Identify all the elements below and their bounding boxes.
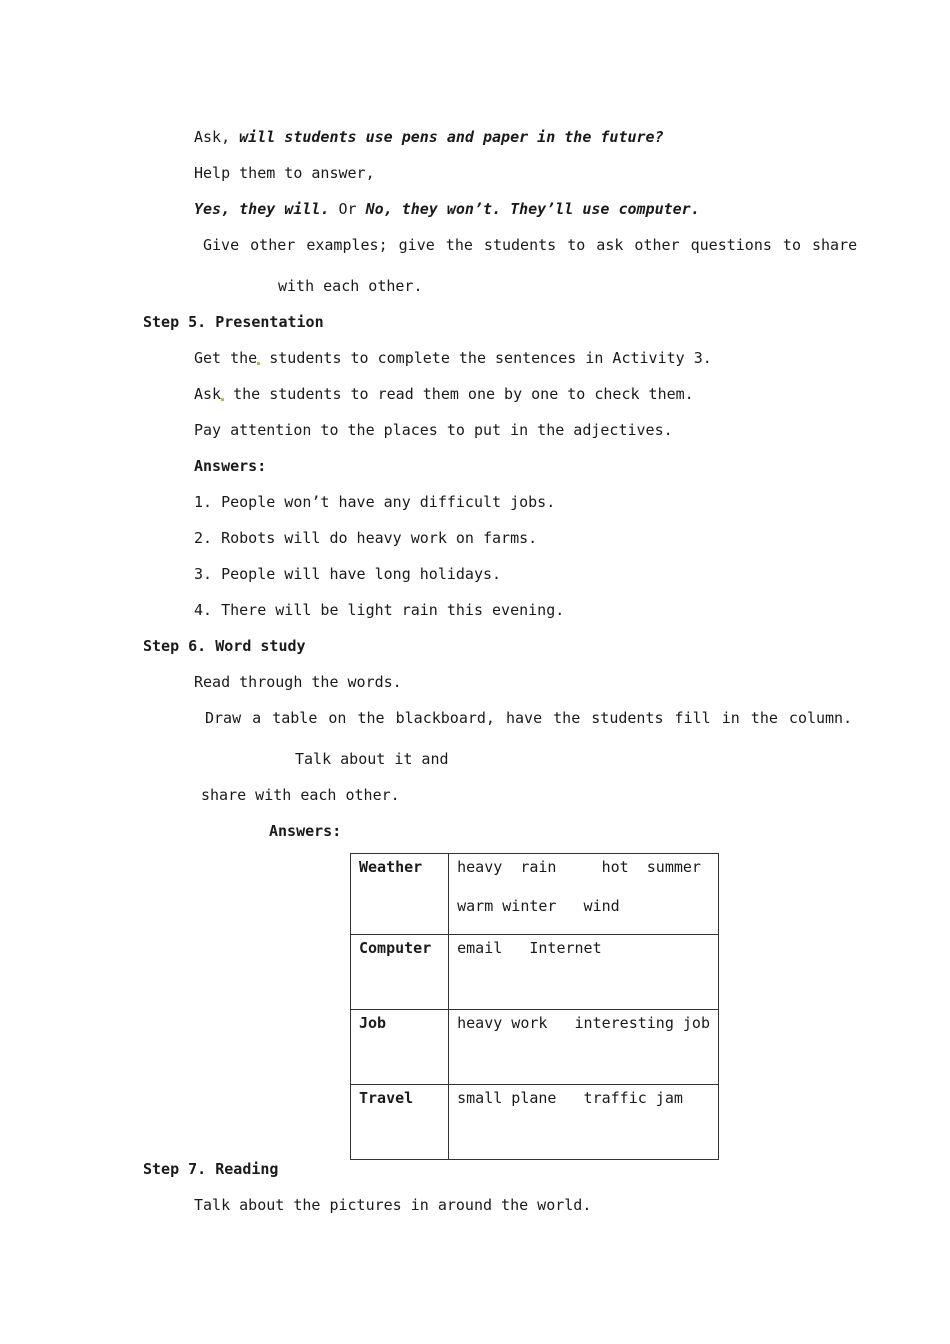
category-cell: Travel <box>351 1085 449 1160</box>
words-line: small plane traffic jam <box>457 1089 683 1107</box>
step6-answers-label: Answers: <box>269 822 342 840</box>
step7-line-1: Talk about the pictures in around the world. <box>194 1196 592 1214</box>
table-row <box>351 1085 719 1160</box>
words-line: heavy rain hot summer <box>457 858 701 876</box>
step6-line-3-c: and <box>412 750 449 768</box>
table-row <box>351 1010 719 1085</box>
words-line: email Internet <box>457 939 602 957</box>
step5-line-1-b: students to complete the sentences in Activity 3. <box>260 349 712 367</box>
step7-heading: Step 7. Reading <box>143 1160 279 1178</box>
answer-or: Or <box>329 200 366 218</box>
step5-answers-label: Answers: <box>194 457 267 475</box>
category-cell: Weather <box>351 854 449 935</box>
step6-heading: Step 6. Word study <box>143 637 306 655</box>
answer-item: 2. Robots will do heavy work on farms. <box>194 529 538 547</box>
step5-heading: Step 5. Presentation <box>143 313 324 331</box>
step6-line-3-b: about it <box>340 750 413 768</box>
category-cell: Job <box>351 1010 449 1085</box>
answer-item: 3. People will have long holidays. <box>194 565 502 583</box>
step6-line-2: Draw a table on the blackboard, have the students fill in the column. <box>205 709 853 727</box>
table-row <box>351 935 719 1010</box>
word-study-table <box>350 853 719 1160</box>
words-cell <box>449 1010 719 1085</box>
step5-line-1 <box>194 348 712 368</box>
step5-line-1-a: Get the <box>194 349 258 367</box>
step6-line-4: share with each other. <box>201 786 400 804</box>
step6-line-3-a: Talk <box>295 750 341 768</box>
step5-line-3: Pay attention to the places to put in the adjectives. <box>194 421 673 439</box>
step6-line-1: Read through the words. <box>194 673 402 691</box>
answer-item: 1. People won’t have any difficult jobs. <box>194 493 556 511</box>
ask-line <box>194 127 664 147</box>
examples-line-2: with each other. <box>278 277 423 295</box>
step5-line-2-b: the students to read them one by one to check them. <box>224 385 694 403</box>
answer-no: No, they won’t. They’ll use computer. <box>365 200 700 218</box>
words-line: heavy work interesting job <box>457 1014 710 1032</box>
step5-line-2 <box>194 384 694 404</box>
table-row <box>351 854 719 935</box>
step5-line-2-a: Ask <box>194 385 222 403</box>
words-cell <box>449 854 719 935</box>
help-line: Help them to answer, <box>194 164 375 182</box>
category-cell: Computer <box>351 935 449 1010</box>
ask-prefix: Ask, <box>194 128 240 146</box>
words-cell <box>449 1085 719 1160</box>
words-line: warm winter wind <box>457 897 620 915</box>
ask-question: will students use pens and paper in the future? <box>239 128 664 146</box>
words-cell <box>449 935 719 1010</box>
answer-item: 4. There will be light rain this evening. <box>194 601 565 619</box>
answer-line <box>194 199 700 219</box>
step6-line-3 <box>295 749 449 769</box>
answer-yes: Yes, they will. <box>194 200 330 218</box>
examples-line-1: Give other examples; give the students to ask other questions to share <box>203 236 858 254</box>
